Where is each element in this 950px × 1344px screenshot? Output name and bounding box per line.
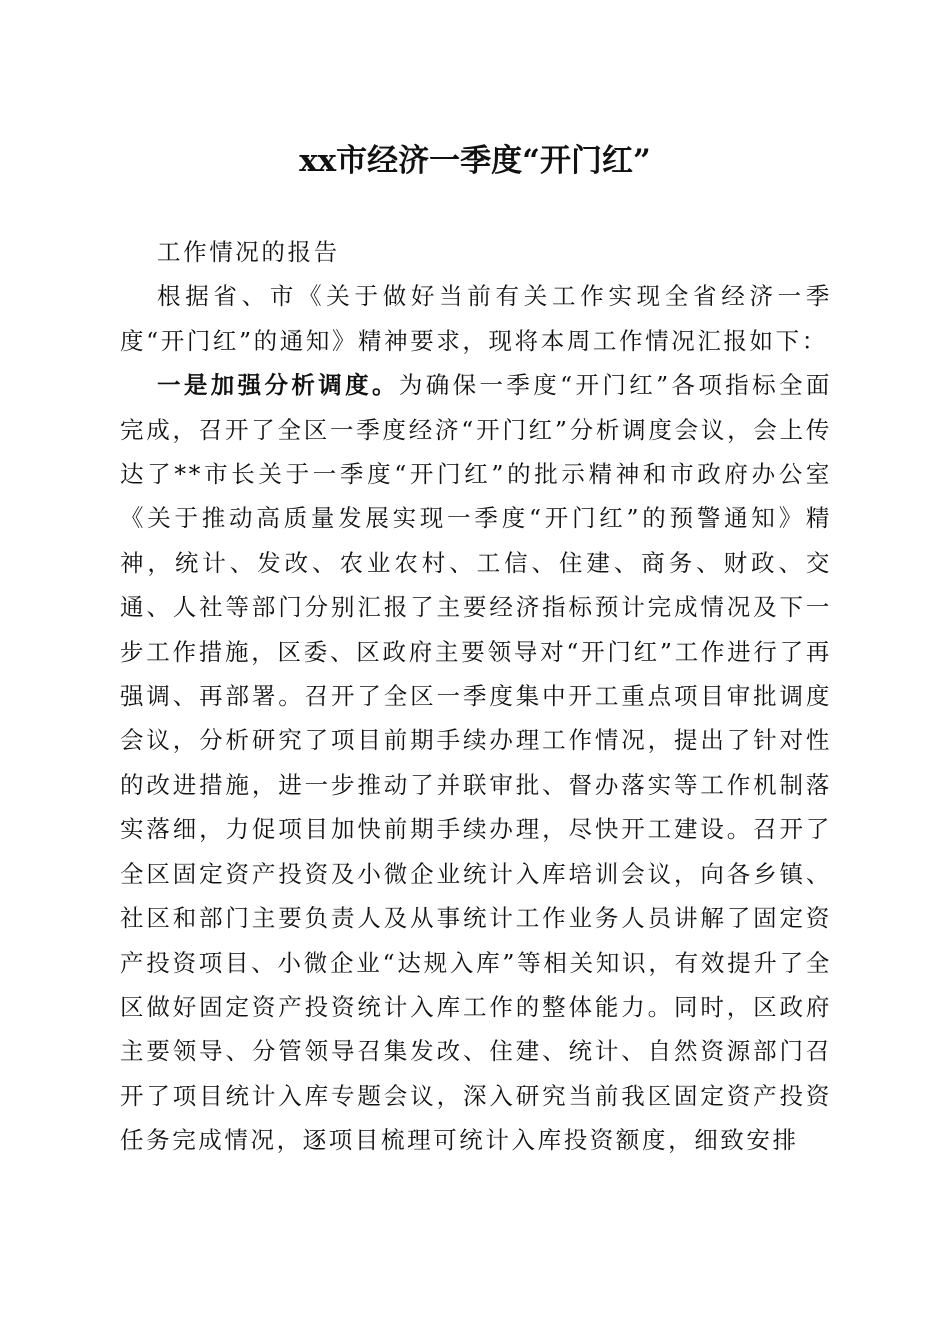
section-1-lead: 一是加强分析调度。 <box>157 371 399 400</box>
intro-paragraph: 根据省、市《关于做好当前有关工作实现全省经济一季度“开门红”的通知》精神要求，现将本周工作情况汇报如下： <box>120 282 832 355</box>
section-1-paragraph <box>120 363 832 1162</box>
document-subtitle: 工作情况的报告 <box>157 238 340 266</box>
document-title: xx市经济一季度“开门红” <box>299 143 651 179</box>
document-body <box>120 230 832 1163</box>
section-1-text: 为确保一季度“开门红”各项指标全面完成，召开了全区一季度经济“开门红”分析调度会议，会上传达了**市长关于一季度“开门红”的批示精神和市政府办公室《关于推动高质量发展实现一季度“开门红”的预警通知》精神，统计、发改、农业农村、工信、住建、商务、财政、交通、人社等部门分别汇报了主要经济指标预计完成情况及下一步工作措施，区委、区政府主要领导对“开门红”工作进行了再强调、再部署。召开了全区一季度集中开工重点项目审批调度会议，分析研究了项目前期手续办理工作情况，提出了针对性的改进措施，进一步推动了并联审批、督办落实等工作机制落实落细，力促项目加快前期手续办理，尽快开工建设。召开了全区固定资产投资及小微企业统计入库培训会议，向各乡镇、社区和部门主要负责人及从事统计工作业务人员讲解了固定资产投资项目、小微企业“达规入库”等相关知识，有效提升了全区做好固定资产投资统计入库工作的整体能力。同时，区政府主要领导、分管领导召集发改、住建、统计、自然资源部门召开了项目统计入库专题会议，深入研究当前我区固定资产投资任务完成情况，逐项目梳理可统计入库投资额度，细致安排 <box>120 371 832 1155</box>
